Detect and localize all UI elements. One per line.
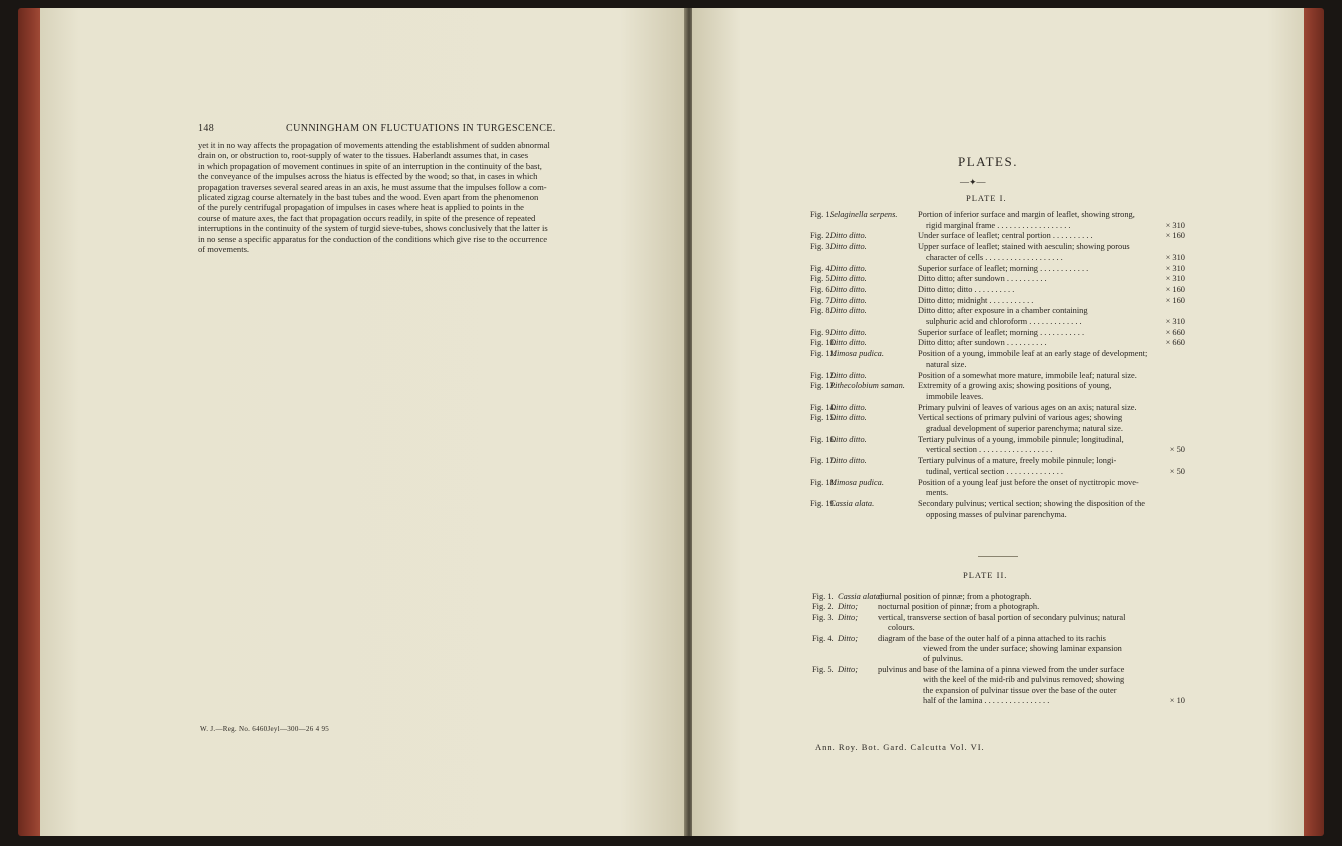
plates-title: PLATES.	[958, 154, 1018, 169]
specimen-name: Mimosa pudica.	[830, 349, 884, 359]
figure-description: half of the lamina . . . . . . . . . . . . . . . .	[923, 696, 1050, 705]
figure-number: Fig. 5.	[812, 664, 834, 674]
figure-description: rigid marginal frame . . . . . . . . . . . . . . . . . .	[926, 220, 1071, 230]
ornament-divider: —✦—	[960, 177, 986, 187]
plate-entry-row	[810, 274, 1187, 285]
plate-2-heading: PLATE II.	[963, 570, 1008, 580]
plate-entry-row	[810, 210, 1187, 221]
figure-description: Portion of inferior surface and margin of leaflet, showing strong,	[918, 210, 1135, 219]
magnification: × 160	[1165, 284, 1185, 294]
plate-entry-row	[810, 264, 1187, 275]
plate-entry-row	[810, 499, 1187, 510]
plate-entry-row	[810, 231, 1187, 242]
plate-entry-row	[810, 456, 1187, 467]
plate-entry-row	[810, 424, 1187, 435]
specimen-name: Ditto ditto.	[830, 434, 867, 444]
figure-number: Fig. 7.	[810, 295, 832, 305]
body-line: of the purely centrifugal propagation of impulses in cases where heat is applied to points in the	[198, 202, 524, 213]
figure-number: Fig. 2.	[810, 231, 832, 241]
figure-description: Upper surface of leaflet; stained with aesculin; showing porous	[918, 242, 1130, 252]
magnification: × 660	[1165, 327, 1185, 337]
figure-number: Fig. 4.	[812, 633, 834, 643]
figure-description: Ditto ditto; midnight . . . . . . . . . . .	[918, 295, 1034, 305]
body-line: in which propagation of movement continues in spite of an interruption in the continuity of the bast,	[198, 160, 542, 171]
plate-entry-row	[810, 253, 1187, 264]
plate-entry-row	[810, 478, 1187, 489]
specimen-name: Pithecolobium saman.	[830, 381, 905, 391]
body-line: plicated zigzag course alternately in the bast tubes and the wood. Even apart from the phenomenon	[198, 192, 539, 203]
plate-entry-row	[812, 654, 1187, 664]
figure-description: tudinal, vertical section . . . . . . . . . . . . . .	[926, 466, 1063, 476]
figure-number: Fig. 1.	[812, 592, 834, 601]
plate-entry-row	[810, 403, 1187, 414]
specimen-name: Cassia alata.	[830, 498, 875, 508]
plate-entry-row	[810, 445, 1187, 456]
magnification: × 160	[1165, 295, 1185, 305]
magnification: × 310	[1165, 317, 1185, 326]
figure-description: the expansion of pulvinar tissue over the base of the outer	[923, 685, 1117, 695]
figure-number: Fig. 17.	[810, 456, 836, 466]
body-line: yet it in no way affects the propagation of movements attending the establishment of sudden abnormal	[198, 140, 550, 150]
body-line: course of mature axes, the fact that propagation occurs readily, in spite of the presence of repeated	[198, 212, 536, 223]
plate-entry-row	[810, 360, 1187, 371]
figure-description: Extremity of a growing axis; showing positions of young,	[918, 381, 1112, 391]
figure-description: Superior surface of leaflet; morning . . . . . . . . . . . .	[918, 263, 1089, 273]
plate-entry-row	[810, 435, 1187, 446]
plate-entry-row	[810, 221, 1187, 232]
plate-entry-row	[810, 296, 1187, 307]
figure-number: Fig. 19.	[810, 498, 836, 508]
left-page-body	[198, 140, 654, 254]
plate-entry-row	[812, 665, 1187, 675]
journal-caption: Ann. Roy. Bot. Gard. Calcutta Vol. VI.	[815, 742, 985, 752]
body-line: interruptions in the continuity of the system of turgid sieve-tubes, shows conclusively that the latter is	[198, 223, 548, 234]
plate-entry-row	[810, 413, 1187, 424]
figure-description: nocturnal position of pinnæ; from a photograph.	[878, 602, 1040, 612]
figure-description: Superior surface of leaflet; morning . . . . . . . . . . .	[918, 327, 1085, 337]
plate-entry-row	[810, 510, 1187, 521]
figure-description: vertical section . . . . . . . . . . . . . . . . . .	[926, 445, 1053, 455]
specimen-name: Ditto;	[838, 633, 859, 643]
figure-description: Tertiary pulvinus of a young, immobile pinnule; longitudinal,	[918, 434, 1124, 444]
figure-description: Position of a young leaf just before the onset of nyctitropic move-	[918, 477, 1139, 487]
specimen-name: Ditto ditto.	[830, 242, 867, 252]
specimen-name: Ditto ditto.	[830, 306, 867, 316]
figure-description: colours.	[888, 623, 915, 633]
figure-number: Fig. 1.	[810, 210, 832, 219]
specimen-name: Ditto;	[838, 664, 859, 674]
specimen-name: Mimosa pudica.	[830, 477, 884, 487]
specimen-name: Ditto ditto.	[830, 370, 867, 380]
figure-description: Vertical sections of primary pulvini of various ages; showing	[918, 413, 1123, 423]
specimen-name: Ditto ditto.	[830, 338, 867, 348]
page-number: 148	[198, 123, 215, 134]
figure-number: Fig. 3.	[810, 242, 832, 252]
figure-description: ments.	[926, 488, 949, 498]
magnification: × 310	[1165, 263, 1185, 273]
figure-description: sulphuric acid and chloroform . . . . . . . . . . . . .	[926, 317, 1082, 326]
plate-entry-row	[810, 467, 1187, 478]
figure-description: Secondary pulvinus; vertical section; showing the disposition of the	[918, 498, 1146, 508]
body-line: in no sense a specific apparatus for the conduction of the conditions which give rise to the occurrence	[198, 233, 548, 244]
specimen-name: Ditto;	[838, 612, 859, 622]
plate-entry-row	[812, 675, 1187, 685]
plate-entry-row	[812, 686, 1187, 696]
figure-number: Fig. 10.	[810, 338, 836, 348]
figure-description: immobile leaves.	[926, 391, 984, 401]
plate-entry-row	[812, 634, 1187, 644]
specimen-name: Ditto;	[838, 602, 859, 612]
figure-description: Primary pulvini of leaves of various ages on an axis; natural size.	[918, 402, 1137, 412]
specimen-name: Ditto ditto.	[830, 402, 867, 412]
figure-description: Position of a somewhat more mature, immobile leaf; natural size.	[918, 370, 1137, 380]
plate-entry-row	[812, 644, 1187, 654]
figure-description: vertical, transverse section of basal portion of secondary pulvinus; natural	[878, 612, 1126, 622]
specimen-name: Selaginella serpens.	[830, 210, 898, 219]
plate-entry-row	[810, 371, 1187, 382]
figure-description: Ditto ditto; ditto . . . . . . . . . .	[918, 284, 1015, 294]
figure-number: Fig. 14.	[810, 402, 836, 412]
plate-entry-row	[812, 613, 1187, 623]
magnification: × 10	[1169, 696, 1185, 705]
plate-entry-row	[812, 623, 1187, 633]
figure-number: Fig. 16.	[810, 434, 836, 444]
plate-entry-row	[810, 338, 1187, 349]
plate-entry-row	[810, 488, 1187, 499]
body-line: drain on, or obstruction to, root-supply of water to the tissues. Haberlandt assumes that, in cases	[198, 150, 529, 161]
figure-description: viewed from the under surface; showing laminar expansion	[923, 644, 1122, 653]
magnification: × 310	[1165, 252, 1185, 262]
figure-number: Fig. 3.	[812, 612, 834, 622]
plate-entry-row	[810, 285, 1187, 296]
plate-entry-row	[812, 602, 1187, 612]
figure-number: Fig. 12.	[810, 370, 836, 380]
specimen-name: Ditto ditto.	[830, 284, 867, 294]
printer-footer: W. J.—Reg. No. 6460Jeyl—300—26 4 95	[200, 725, 330, 733]
figure-number: Fig. 4.	[810, 263, 832, 273]
figure-number: Fig. 5.	[810, 274, 832, 284]
figure-number: Fig. 13.	[810, 381, 836, 391]
figure-number: Fig. 11.	[810, 349, 836, 359]
figure-description: Ditto ditto; after sundown . . . . . . . . . .	[918, 274, 1047, 284]
figure-description: Under surface of leaflet; central portion . . . . . . . . . .	[918, 231, 1093, 241]
figure-description: Tertiary pulvinus of a mature, freely mobile pinnule; longi-	[918, 456, 1117, 466]
plate-entry-row	[810, 242, 1187, 253]
figure-description: diagram of the base of the outer half of a pinna attached to its rachis	[878, 633, 1106, 643]
magnification: × 160	[1165, 231, 1185, 241]
specimen-name: Ditto ditto.	[830, 327, 867, 337]
specimen-name: Ditto ditto.	[830, 274, 867, 284]
specimen-name: Ditto ditto.	[830, 413, 867, 423]
figure-description: with the keel of the mid-rib and pulvinus removed; showing	[923, 675, 1125, 685]
plate-entry-row	[812, 592, 1187, 602]
specimen-name: Cassia alata;	[838, 592, 883, 601]
body-line: the conveyance of the impulses across the hiatus is effected by the wood; so that, in cases in which	[198, 171, 538, 182]
plate-entry-row	[810, 392, 1187, 403]
figure-description: diurnal position of pinnæ; from a photograph.	[878, 592, 1032, 601]
figure-description: gradual development of superior parenchyma; natural size.	[926, 424, 1123, 433]
magnification: × 50	[1169, 445, 1185, 455]
figure-number: Fig. 15.	[810, 413, 836, 423]
magnification: × 310	[1165, 220, 1185, 230]
figure-number: Fig. 8.	[810, 306, 832, 316]
plate-entry-row	[810, 317, 1187, 328]
plate-entry-row	[810, 328, 1187, 339]
figure-number: Fig. 6.	[810, 284, 832, 294]
figure-description: character of cells . . . . . . . . . . . . . . . . . . .	[926, 252, 1063, 262]
specimen-name: Ditto ditto.	[830, 263, 867, 273]
figure-description: natural size.	[926, 359, 967, 369]
magnification: × 660	[1165, 338, 1185, 348]
figure-number: Fig. 9.	[810, 327, 832, 337]
body-line: propagation traverses several seared areas in an axis, he must assume that the impulses follow a com-	[198, 181, 547, 192]
plate-entry-row	[812, 696, 1187, 706]
specimen-name: Ditto ditto.	[830, 295, 867, 305]
magnification: × 50	[1169, 466, 1185, 476]
plate-entry-row	[810, 306, 1187, 317]
figure-description: of pulvinus.	[923, 654, 964, 664]
figure-description: Position of a young, immobile leaf at an early stage of development;	[918, 349, 1148, 359]
specimen-name: Ditto ditto.	[830, 456, 867, 466]
plate-1-heading: PLATE I.	[966, 193, 1007, 203]
running-head: CUNNINGHAM ON FLUCTUATIONS IN TURGESCENCE.	[286, 123, 556, 134]
plate-entry-row	[810, 349, 1187, 360]
figure-number: Fig. 18.	[810, 477, 836, 487]
figure-description: opposing masses of pulvinar parenchyma.	[926, 509, 1067, 519]
section-rule	[978, 556, 1018, 557]
body-line: of movements.	[198, 244, 250, 255]
figure-description: pulvinus and base of the lamina of a pinna viewed from the under surface	[878, 664, 1125, 674]
specimen-name: Ditto ditto.	[830, 231, 867, 241]
figure-description: Ditto ditto; after exposure in a chamber containing	[918, 306, 1088, 316]
figure-number: Fig. 2.	[812, 602, 834, 612]
plate-entry-row	[810, 381, 1187, 392]
magnification: × 310	[1165, 274, 1185, 284]
figure-description: Ditto ditto; after sundown . . . . . . . . . .	[918, 338, 1047, 348]
